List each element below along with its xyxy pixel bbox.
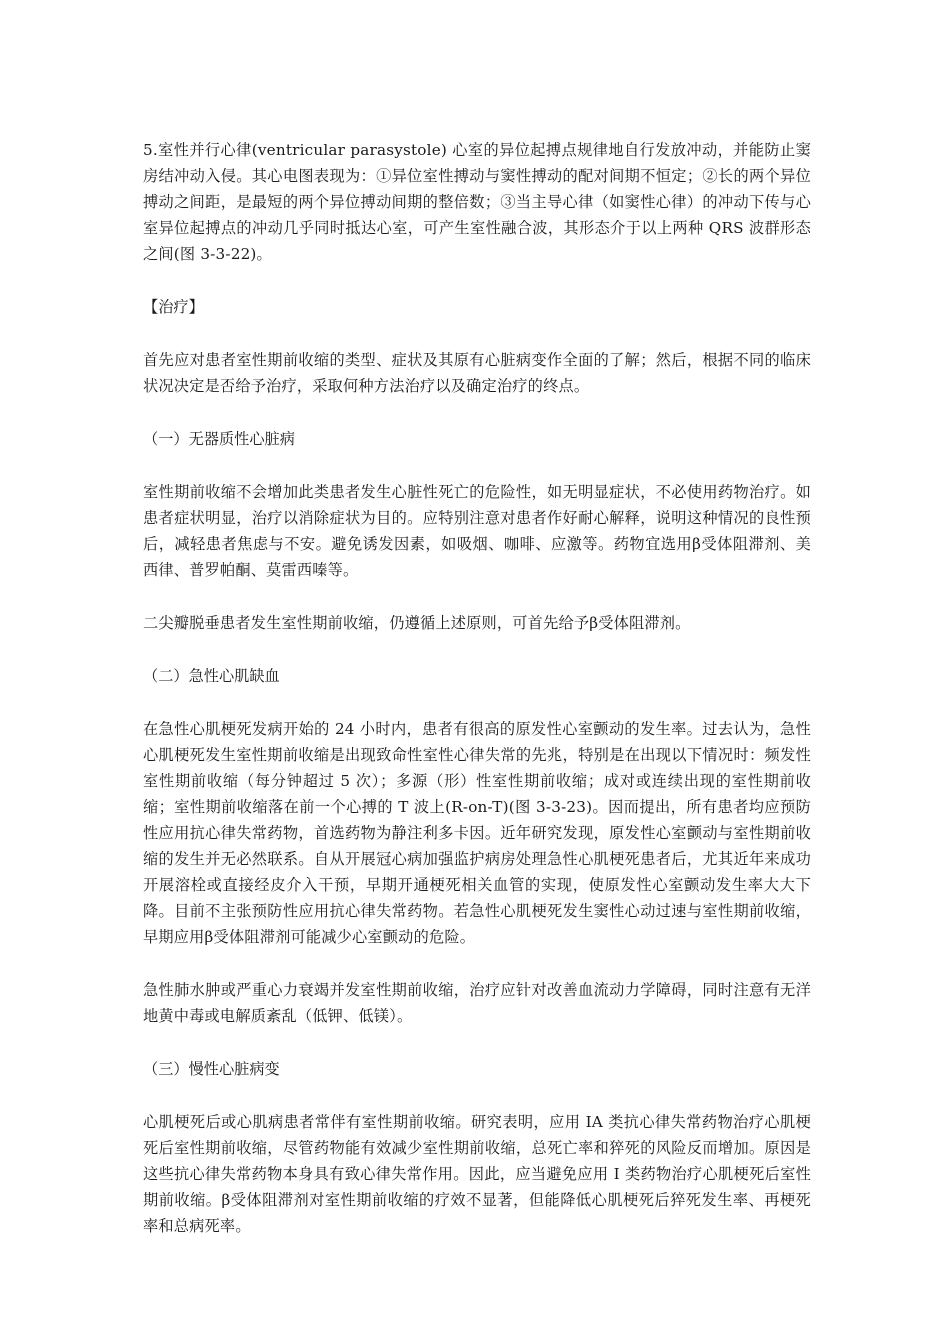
paragraph-acute-mi: 在急性心肌梗死发病开始的 24 小时内，患者有很高的原发性心室颤动的发生率。过去认为，急性心肌梗死发生室性期前收缩是出现致命性室性心律失常的先兆，特别是在出现以下情况时：频发性室性期前收缩（每分钟超过 5 次）；多源（形）性室性期前收缩；成对或连续出现的室性期前收缩；室性期前收缩落在前一个心搏的 T 波上(R-on-T)(图 3-3-23)。因而提出，所有患者均应预防性应用抗心律失常药物，首选药物为静注利多卡因。近年研究发现，原发性心室颤动与室性期前收缩的发生并无必然联系。自从开展冠心病加强监护病房处理急性心肌梗死患者后，尤其近年来成功开展溶栓或直接经皮介入干预，早期开通梗死相关血管的实现，使原发性心室颤动发生率大大下降。目前不主张预防性应用抗心律失常药物。若急性心肌梗死发生窦性心动过速与室性期前收缩，早期应用β受体阻滞剂可能减少心室颤动的危险。: [143, 720, 811, 946]
paragraph-parasystole: 5.室性并行心律(ventricular parasystole) 心室的异位起搏点规律地自行发放冲动，并能防止窦房结冲动入侵。其心电图表现为：①异位室性搏动与窦性搏动的配对间期不恒定；②长的两个异位搏动之间距，是最短的两个异位搏动间期的整倍数；③当主导心律（如窦性心律）的冲动下传与心室异位起搏点的冲动几乎同时抵达心室，可产生室性融合波，其形态介于以上两种 QRS 波群形态之间(图 3-3-22)。: [143, 141, 811, 263]
paragraph-pulmonary-edema: 急性肺水肿或严重心力衰竭并发室性期前收缩，治疗应针对改善血流动力学障碍，同时注意有无洋地黄中毒或电解质紊乱（低钾、低镁）。: [143, 981, 811, 1025]
heading-no-organic-heart-disease: （一）无器质性心脏病: [143, 430, 295, 448]
paragraph-chronic-heart-disease: 心肌梗死后或心肌病患者常伴有室性期前收缩。研究表明，应用 IA 类抗心律失常药物治疗心肌梗死后室性期前收缩，尽管药物能有效减少室性期前收缩，总死亡率和猝死的风险反而增加。原因是这些抗心律失常药物本身具有致心律失常作用。因此，应当避免应用 I 类药物治疗心肌梗死后室性期前收缩。β受体阻滞剂对室性期前收缩的疗效不显著，但能降低心肌梗死后猝死发生率、再梗死率和总病死率。: [143, 1113, 811, 1235]
paragraph-treatment-intro: 首先应对患者室性期前收缩的类型、症状及其原有心脏病变作全面的了解；然后，根据不同的临床状况决定是否给予治疗，采取何种方法治疗以及确定治疗的终点。: [143, 351, 811, 395]
paragraph-mitral-prolapse: 二尖瓣脱垂患者发生室性期前收缩，仍遵循上述原则，可首先给予β受体阻滞剂。: [143, 614, 691, 632]
heading-treatment: 【治疗】: [143, 298, 204, 316]
paragraph-no-organic-heart-disease: 室性期前收缩不会增加此类患者发生心脏性死亡的危险性，如无明显症状，不必使用药物治疗。如患者症状明显，治疗以消除症状为目的。应特别注意对患者作好耐心解释，说明这种情况的良性预后，减轻患者焦虑与不安。避免诱发因素，如吸烟、咖啡、应激等。药物宜选用β受体阻滞剂、美西律、普罗帕酮、莫雷西嗪等。: [143, 483, 811, 579]
document-page: [143, 137, 811, 1239]
heading-acute-ischemia: （二）急性心肌缺血: [143, 667, 280, 685]
heading-chronic-heart-disease: （三）慢性心脏病变: [143, 1060, 280, 1078]
